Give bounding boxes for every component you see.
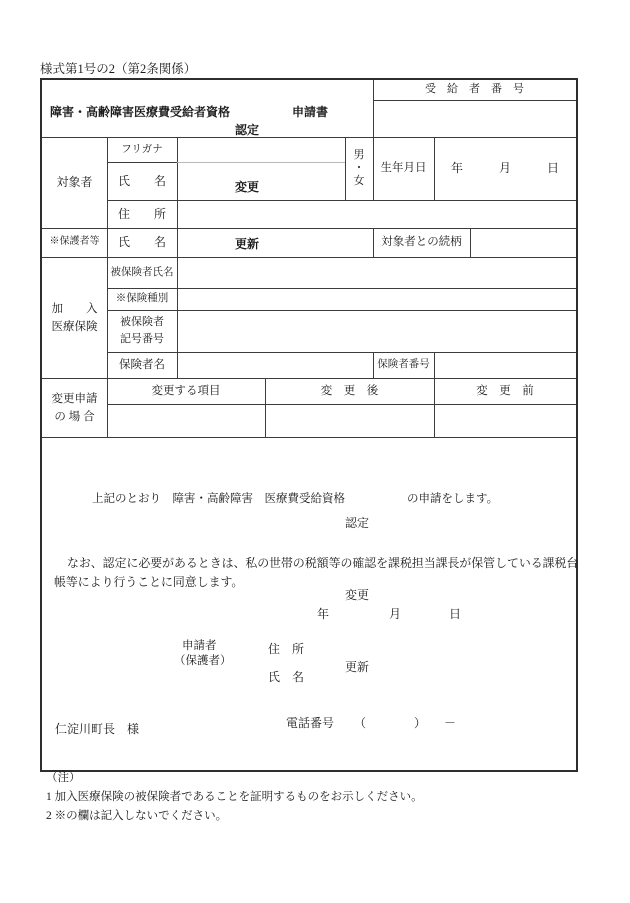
applicant-name-label: 氏 名 [268,670,305,684]
change-after-field [265,404,434,437]
birthdate-field: 年 月 日 [450,161,559,175]
guardian-name-label: 氏 名 [117,235,166,249]
change-section-label [42,378,107,437]
form-code: 様式第1号の2（第2条関係） [40,62,197,76]
declaration-option-change: 変更 [345,588,370,602]
sex-female-label: 女 [353,175,365,187]
declaration-statement: 上記のとおり 障害・高齢障害 医療費受給資格 [92,493,345,505]
insurer-name-label: 保険者名 [119,358,165,371]
insured-number-field [177,310,576,352]
guardian-name-field [177,228,373,257]
insurance-section-label-line1: 加 入 [51,302,98,315]
birthdate-label: 生年月日 [380,162,427,175]
sex-selector [345,137,373,200]
insurance-section-label-line2: 医療保険 [51,320,98,333]
applicant-label: 申請者 [182,640,217,652]
change-section-label-line2: の 場 合 [54,410,95,423]
subject-address-label: 住 所 [117,206,166,221]
declaration-statement-suffix: の申請をします。 [407,493,499,505]
change-before-field [434,404,576,437]
phone-field: （ ） － [354,716,457,730]
phone-label: 電話番号 [286,716,335,730]
title-option-certification: 認定 [235,123,260,137]
insured-name-label: 被保険者氏名 [110,266,174,278]
insured-number-label-line2: 記号番号 [120,333,164,345]
subject-name-field [177,162,345,200]
insured-number-label [107,310,177,352]
title-option-renewal: 更新 [235,237,260,251]
subject-address-field [177,200,576,228]
insurance-type-label: ※保険種別 [115,293,169,305]
relation-field [470,228,576,257]
insurance-type-field [177,288,576,310]
form-title: 障害・高齢障害医療費受給者資格 [50,104,231,119]
change-item-header: 変更する項目 [151,384,221,397]
relation-label: 対象者との続柄 [381,236,462,249]
insured-number-label-line1: 被保険者 [120,316,164,328]
guardian-section-label: ※保護者等 [49,236,100,248]
change-section-label-line1: 変更申請 [51,392,98,405]
recipient-number-field [373,100,576,137]
insurer-number-field [434,352,576,378]
form-title-suffix: 申請書 [292,104,329,119]
subject-name-label: 氏 名 [117,173,166,188]
applicant-guardian-label: （保護者） [174,655,232,667]
applicant-address-label: 住 所 [268,642,305,656]
sex-separator: ・ [353,162,365,174]
divider [42,437,576,438]
declaration-option-renewal: 更新 [345,660,370,674]
notes-header: （注） [46,772,81,784]
consent-text: なお、認定に必要があるときは、私の世帯の税額等の確認を課税担当課長が保管している課税台帳等により行うことに同意します。 [54,556,579,589]
declaration-option-certification: 認定 [345,516,370,530]
declaration-date-field: 年 月 日 [317,607,462,621]
insurer-name-field [177,352,373,378]
form-table [40,78,578,772]
insured-name-field [177,257,576,288]
insurer-number-label: 保険者番号 [377,359,430,371]
note-item-2: 2 ※の欄は記入しないでください。 [46,810,228,822]
subject-furigana-field [177,137,345,162]
addressee: 仁淀川町長 様 [55,722,140,736]
change-item-field [107,404,265,437]
declaration-option-list [345,463,369,727]
change-before-header: 変 更 前 [476,384,534,397]
insurance-section-label [42,257,107,378]
applicant-phone-row [268,699,456,747]
title-option-change: 変更 [235,180,260,194]
note-item-1: 1 加入医療保険の被保険者であることを証明するものをお示しください。 [46,791,423,803]
sex-male-label: 男 [353,149,365,161]
subject-section-label: 対象者 [56,175,93,189]
recipient-number-label: 受 給 者 番 号 [425,83,524,96]
change-after-header: 変 更 後 [320,384,379,397]
subject-furigana-label: フリガナ [121,143,163,155]
